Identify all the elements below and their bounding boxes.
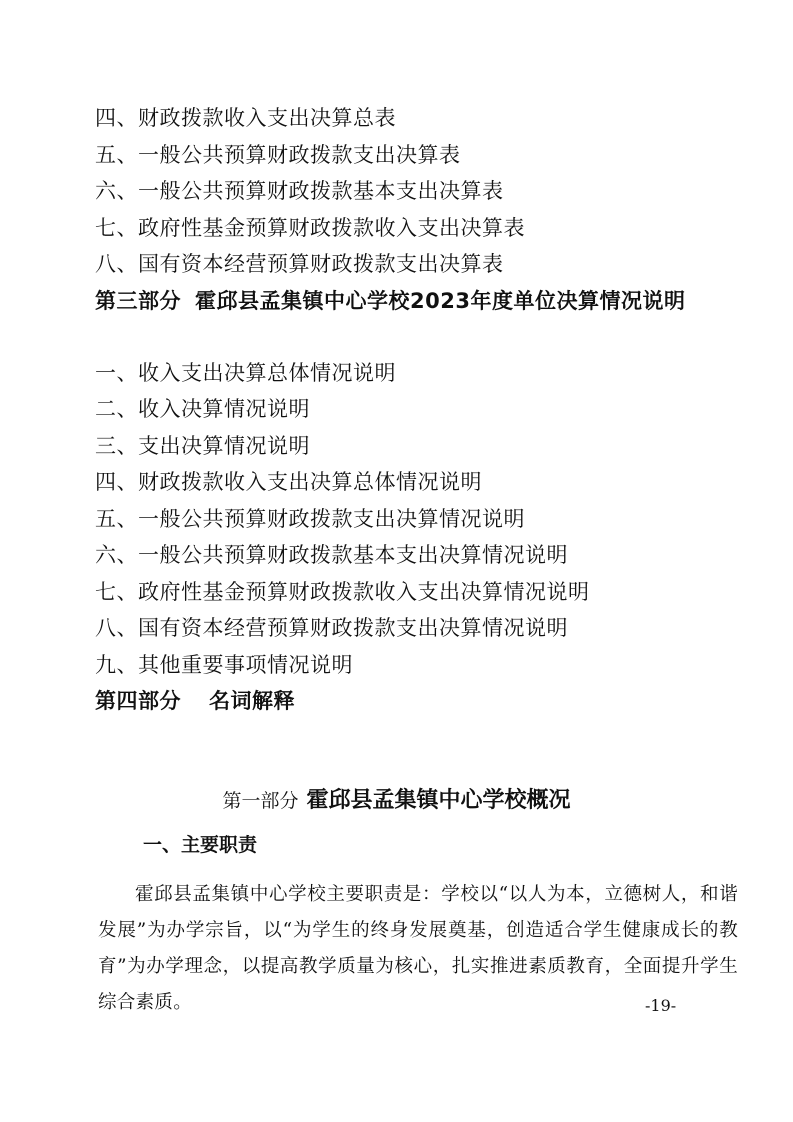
- page-number: -19-: [645, 996, 677, 1015]
- table-of-contents: [95, 100, 755, 721]
- toc-part-three-heading: [95, 283, 735, 355]
- toc-part-title: 名词解释: [209, 689, 295, 713]
- body-paragraph: 霍邱县孟集镇中心学校主要职责是：学校以“以人为本，立德树人，和谐发展”为办学宗旨，以“为学生的终身发展奠基，创造适合学生健康成长的教育”为办学理念，以提高教学质量为核心，扎实推进素质教育，全面提升学生综合素质。: [98, 883, 738, 1013]
- sub-heading: 一、主要职责: [143, 834, 258, 856]
- toc-item: 六、一般公共预算财政拨款基本支出决算表: [95, 179, 504, 203]
- toc-item: 七、政府性基金预算财政拨款收入支出决算情况说明: [95, 579, 590, 604]
- toc-item: 八、国有资本经营预算财政拨款支出决算情况说明: [95, 616, 568, 640]
- toc-item: 六、一般公共预算财政拨款基本支出决算情况说明: [95, 543, 568, 567]
- toc-item: 九、其他重要事项情况说明: [95, 652, 353, 677]
- toc-item: 三、支出决算情况说明: [95, 433, 310, 458]
- toc-item: 一、收入支出决算总体情况说明: [95, 360, 396, 385]
- toc-part-label: 第三部分: [95, 288, 181, 313]
- toc-item: 二、收入决算情况说明: [95, 397, 310, 421]
- section-prefix: 第一部分: [222, 790, 299, 812]
- toc-part-four-heading: [95, 683, 755, 721]
- toc-item: 七、政府性基金预算财政拨款收入支出决算表: [95, 215, 525, 240]
- section-title: [0, 785, 793, 817]
- toc-item: 五、一般公共预算财政拨款支出决算表: [95, 142, 461, 167]
- section-title-text: 霍邱县孟集镇中心学校概况: [306, 788, 571, 813]
- toc-item: 四、财政拨款收入支出决算总体情况说明: [95, 470, 482, 494]
- toc-item: 五、一般公共预算财政拨款支出决算情况说明: [95, 506, 525, 531]
- toc-item: 八、国有资本经营预算财政拨款支出决算表: [95, 252, 504, 276]
- toc-item: 四、财政拨款收入支出决算总表: [95, 106, 396, 130]
- toc-part-label: 第四部分: [95, 689, 181, 713]
- toc-part-title: 霍邱县孟集镇中心学校2023年度单位决算情况说明: [195, 288, 686, 313]
